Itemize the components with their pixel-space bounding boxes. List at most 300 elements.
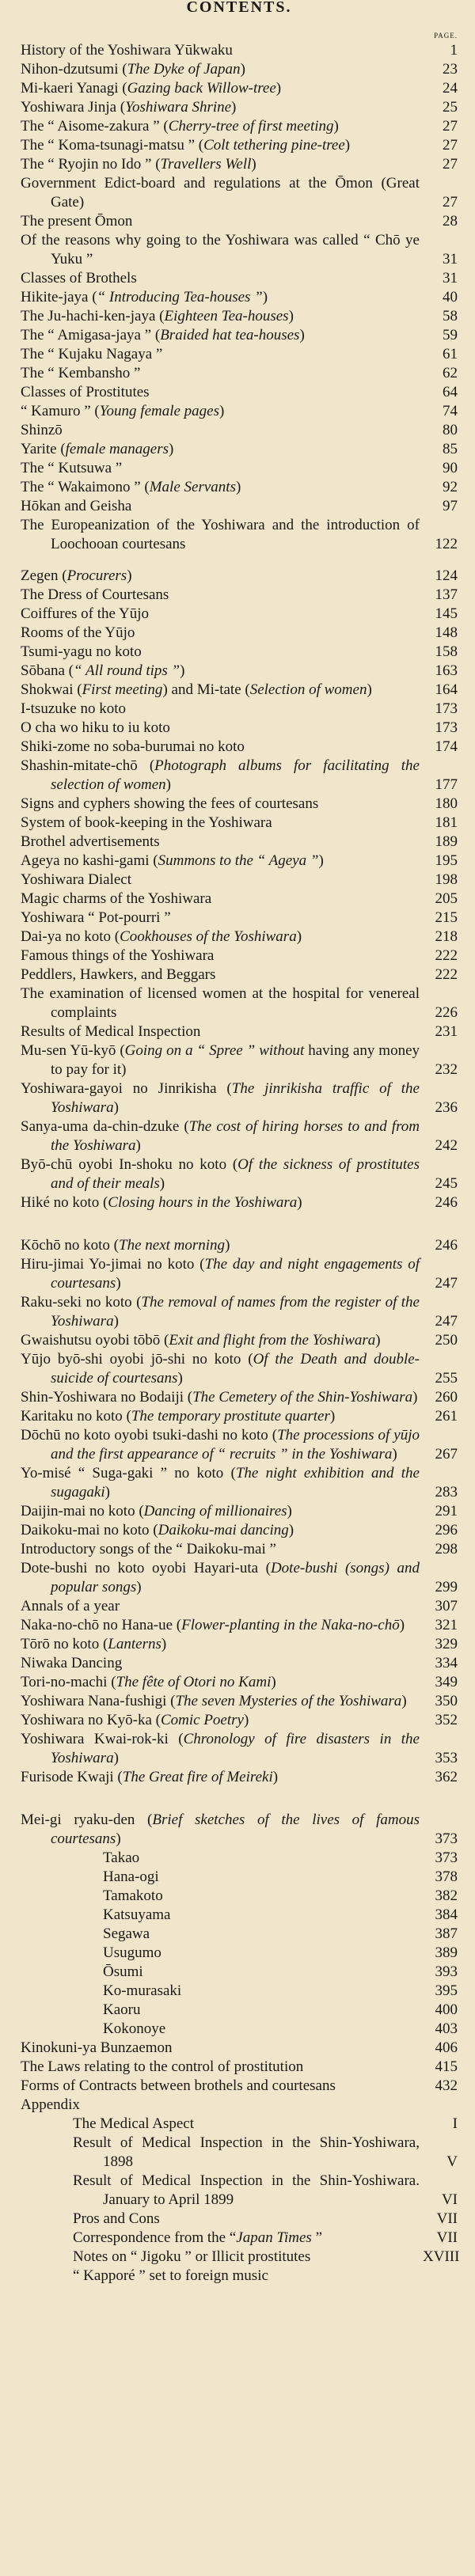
toc-entry bbox=[21, 1868, 458, 1887]
toc-entry bbox=[21, 814, 458, 833]
toc-entry-italic: Going on a “ Spree ” without bbox=[124, 1042, 305, 1059]
toc-entry bbox=[21, 2039, 458, 2058]
toc-entry bbox=[21, 1331, 458, 1350]
toc-entry-italic: Dote-bushi (songs) and popular songs bbox=[51, 1560, 420, 1595]
toc-entry-text: Notes on “ Jigoku ” or Illicit prostitutes bbox=[73, 2248, 311, 2265]
toc-entry-text: ) bbox=[262, 289, 268, 305]
toc-entry bbox=[21, 1887, 458, 1906]
toc-entry-text: Daikoku-mai no koto ( bbox=[21, 1522, 158, 1538]
toc-entry bbox=[21, 1388, 458, 1407]
toc-page-number: 59 bbox=[443, 327, 458, 343]
toc-entry-italic: Dancing of millionaires bbox=[143, 1503, 287, 1519]
toc-entry-text: Niwaka Dancing bbox=[21, 1655, 123, 1671]
toc-page-number: 27 bbox=[443, 118, 458, 135]
toc-entry bbox=[21, 624, 458, 643]
toc-entry bbox=[21, 402, 458, 421]
toc-entry-text: Tsumi-yagu no koto bbox=[21, 643, 142, 660]
toc-page-number: 173 bbox=[435, 700, 458, 717]
toc-entry-italic: The temporary prostitute quarter bbox=[131, 1408, 330, 1425]
toc-entry-italic: The day and night engagements of courtesans bbox=[51, 1256, 420, 1292]
toc-entry-italic: Yoshiwara Shrine bbox=[125, 99, 232, 116]
toc-entry-text: Correspondence from the “ bbox=[73, 2229, 237, 2246]
toc-page-number: 329 bbox=[435, 1636, 458, 1652]
toc-page-number: 321 bbox=[435, 1617, 458, 1633]
section-gap bbox=[21, 554, 458, 567]
toc-entry bbox=[21, 1521, 458, 1540]
toc-entry-text: Classes of Prostitutes bbox=[21, 384, 150, 400]
toc-entry bbox=[21, 2020, 458, 2039]
toc-entry-italic: Of the Death and double-suicide of courtesans bbox=[51, 1351, 420, 1387]
toc-entry-italic: Cookhouses of the Yoshiwara bbox=[120, 928, 297, 945]
toc-page-number: 92 bbox=[443, 479, 458, 495]
toc-page-number: 27 bbox=[443, 137, 458, 154]
toc-page-number: XVIII bbox=[423, 2248, 460, 2265]
toc-entry bbox=[21, 345, 458, 364]
toc-page-number: 62 bbox=[443, 365, 458, 381]
toc-page-number: 415 bbox=[435, 2058, 458, 2075]
toc-entry-text: Government Edict-board and regulations at the Ōmon (Great Gate) bbox=[21, 175, 420, 211]
toc-entry-text: ) bbox=[276, 80, 282, 97]
toc-entry-text: ) bbox=[165, 776, 171, 793]
toc-page-number: 283 bbox=[435, 1484, 458, 1500]
toc-page-number: 222 bbox=[435, 966, 458, 983]
toc-page-number: 395 bbox=[435, 1982, 458, 1999]
toc-entry-text: Tōrō no koto ( bbox=[21, 1636, 108, 1652]
toc-entry-text: Coiffures of the Yūjo bbox=[21, 605, 150, 622]
toc-page-number: 195 bbox=[435, 852, 458, 869]
toc-entry bbox=[21, 852, 458, 871]
toc-entry-italic: Procurers bbox=[66, 567, 127, 584]
toc-page-number: 298 bbox=[435, 1541, 458, 1557]
toc-entry bbox=[21, 1768, 458, 1787]
toc-entry-text: ) bbox=[288, 1522, 294, 1538]
toc-entry-text: The Dress of Courtesans bbox=[21, 586, 169, 603]
toc-page-number: 250 bbox=[435, 1332, 458, 1349]
toc-entry-text: The Ju-hachi-ken-jaya ( bbox=[21, 308, 165, 324]
toc-entry bbox=[21, 643, 458, 662]
toc-page-number: 218 bbox=[435, 928, 458, 945]
toc-entry-text: ) bbox=[412, 1389, 418, 1406]
toc-entry bbox=[21, 2248, 458, 2267]
toc-page-number: 181 bbox=[435, 814, 458, 831]
toc-page-number: 198 bbox=[435, 871, 458, 888]
toc-page-number: VII bbox=[436, 2210, 458, 2227]
toc-entry bbox=[21, 1925, 458, 1944]
toc-entry-text: Rooms of the Yūjo bbox=[21, 624, 135, 641]
toc-page-number: 255 bbox=[435, 1370, 458, 1387]
toc-entry-italic: Closing hours in the Yoshiwara bbox=[108, 1194, 298, 1211]
toc-entry-text: Gwaishutsu oyobi tōbō ( bbox=[21, 1332, 169, 1349]
toc-entry bbox=[21, 326, 458, 345]
toc-entry-italic: The removal of names from the register of the Yoshiwara bbox=[51, 1294, 420, 1330]
toc-entry bbox=[21, 231, 458, 269]
toc-entry-text: ) bbox=[113, 1750, 119, 1766]
toc-entry bbox=[21, 605, 458, 624]
toc-entry-text: Hiké no koto ( bbox=[21, 1194, 108, 1211]
toc-page-number: 373 bbox=[435, 1831, 458, 1847]
toc-entry-text: Segawa bbox=[103, 1925, 150, 1942]
toc-entry bbox=[21, 1022, 458, 1041]
toc-entry bbox=[21, 497, 458, 516]
toc-entry bbox=[21, 459, 458, 478]
toc-page-number: 23 bbox=[443, 61, 458, 78]
toc-entry-italic: Braided hat tea-houses bbox=[160, 327, 300, 343]
toc-entry-text: ” bbox=[311, 2229, 323, 2246]
toc-page-number: 406 bbox=[435, 2039, 458, 2056]
toc-page-number: 261 bbox=[435, 1408, 458, 1425]
toc-entry-text: ) bbox=[329, 1408, 336, 1425]
toc-entry-text: Kokonoye bbox=[103, 2020, 166, 2037]
toc-entry-text: Yoshiwara “ Pot-pourri ” bbox=[21, 909, 171, 926]
toc-entry-text: Ageya no kashi-gami ( bbox=[21, 852, 158, 869]
toc-page-number: 246 bbox=[435, 1237, 458, 1254]
toc-page-number: 31 bbox=[443, 251, 458, 267]
toc-entry bbox=[21, 966, 458, 984]
toc-entry-text: Tamakoto bbox=[103, 1887, 163, 1904]
toc-entry-text: ) bbox=[272, 1769, 279, 1785]
toc-entry bbox=[21, 947, 458, 966]
toc-entry-text: ) bbox=[161, 1636, 167, 1652]
page-column-label: PAGE. bbox=[434, 32, 458, 40]
toc-entry-text: The examination of licensed women at the hospital for venereal complaints bbox=[21, 985, 420, 1021]
toc-page-number: 242 bbox=[435, 1137, 458, 1154]
toc-entry-italic: Young female pages bbox=[99, 403, 220, 419]
toc-entry-text: ) bbox=[113, 1313, 119, 1330]
toc-page-number: 25 bbox=[443, 99, 458, 116]
toc-entry bbox=[21, 1811, 458, 1849]
toc-entry-italic: Colt tethering pine-tree bbox=[203, 137, 345, 154]
toc-entry-text: “ Kapporé ” set to foreign music bbox=[73, 2267, 268, 2284]
toc-entry-text: Hana-ogi bbox=[103, 1868, 159, 1885]
toc-entry-text: ) bbox=[271, 1674, 276, 1690]
toc-page-number: 64 bbox=[443, 384, 458, 400]
toc-entry bbox=[21, 1597, 458, 1616]
toc-page-number: 384 bbox=[435, 1906, 458, 1923]
toc-entry-italic: Selection of women bbox=[249, 681, 367, 698]
toc-page-number: 145 bbox=[435, 605, 458, 622]
toc-entry-text: ) bbox=[235, 479, 241, 495]
toc-entry-text: ) bbox=[159, 1175, 165, 1192]
toc-page-number: 400 bbox=[435, 2001, 458, 2018]
toc-entry-italic: Flower-planting in the Naka-no-chō bbox=[181, 1617, 400, 1633]
toc-entry-text: Appendix bbox=[21, 2096, 80, 2113]
toc-entry bbox=[21, 1041, 458, 1079]
toc-entry bbox=[21, 1559, 458, 1597]
toc-entry-italic: Male Servants bbox=[149, 479, 236, 495]
toc-entry bbox=[21, 79, 458, 98]
toc-entry bbox=[21, 1426, 458, 1464]
toc-entry-text: ) and Mi-tate ( bbox=[162, 681, 250, 698]
toc-entry-text: I-tsuzuke no koto bbox=[21, 700, 126, 717]
toc-entry bbox=[21, 1193, 458, 1212]
toc-entry-text: The “ Kujaku Nagaya ” bbox=[21, 346, 163, 362]
toc-entry-italic: Comic Poetry bbox=[160, 1712, 244, 1728]
toc-entry-text: Magic charms of the Yoshiwara bbox=[21, 890, 212, 907]
toc-page-number: 58 bbox=[443, 308, 458, 324]
toc-entry bbox=[21, 2229, 458, 2248]
toc-entry bbox=[21, 586, 458, 605]
toc-entry-italic: Japan Times bbox=[236, 2229, 312, 2246]
toc-entry-text: The “ Aisome-zakura ” ( bbox=[21, 118, 169, 135]
toc-page-number: 27 bbox=[443, 156, 458, 173]
toc-page-number: 260 bbox=[435, 1389, 458, 1406]
toc-entry bbox=[21, 1616, 458, 1635]
toc-entry-text: Kinokuni-ya Bunzaemon bbox=[21, 2039, 173, 2056]
toc-page-number: 40 bbox=[443, 289, 458, 305]
toc-entry-text: Katsuyama bbox=[103, 1906, 171, 1923]
toc-page-number: 393 bbox=[435, 1963, 458, 1980]
toc-entry-text: The “ Amigasa-jaya ” ( bbox=[21, 327, 161, 343]
toc-entry-text: Result of Medical Inspection in the Shin-Yoshiwara. January to April 1899 bbox=[73, 2172, 420, 2208]
toc-entry-text: O cha wo hiku to iu koto bbox=[21, 719, 170, 736]
toc-entry bbox=[21, 1255, 458, 1293]
toc-entry-text: Dote-bushi no koto oyobi Hayari-uta ( bbox=[21, 1560, 271, 1576]
toc-entry-text: Hikite-jaya ( bbox=[21, 289, 97, 305]
toc-page-number: 163 bbox=[435, 662, 458, 679]
toc-entry-italic: Exit and flight from the Yoshiwara bbox=[169, 1332, 376, 1349]
toc-entry-italic: Eighteen Tea-houses bbox=[164, 308, 289, 324]
toc-entry bbox=[21, 909, 458, 928]
toc-entry-text: ) bbox=[180, 662, 185, 679]
toc-entry-text: The “ Wakaimono ” ( bbox=[21, 479, 150, 495]
toc-page-number: 205 bbox=[435, 890, 458, 907]
page-title: CONTENTS. bbox=[186, 0, 292, 16]
toc-page-number: 349 bbox=[435, 1674, 458, 1690]
toc-entry-italic: “ All round tips ” bbox=[74, 662, 180, 679]
toc-page-number: 124 bbox=[435, 567, 458, 584]
toc-entry bbox=[21, 60, 458, 79]
toc-entry bbox=[21, 155, 458, 174]
toc-entry-text: The “ Kembansho ” bbox=[21, 365, 141, 381]
toc-page-number: 246 bbox=[435, 1194, 458, 1211]
toc-entry bbox=[21, 1711, 458, 1730]
toc-entry-italic: The jinrikisha traffic of the Yoshiwara bbox=[51, 1080, 420, 1116]
toc-entry-italic: Daikoku-mai dancing bbox=[158, 1522, 289, 1538]
toc-entry-text: Raku-seki no koto ( bbox=[21, 1294, 142, 1311]
toc-entry-text: Yūjo byō-shi oyobi jō-shi no koto ( bbox=[21, 1351, 253, 1368]
toc-entry-text: Peddlers, Hawkers, and Beggars bbox=[21, 966, 216, 983]
toc-entry-text: ) bbox=[401, 1693, 407, 1709]
toc-entry bbox=[21, 1944, 458, 1963]
toc-entry bbox=[21, 928, 458, 947]
toc-entry-text: Shin-Yoshiwara no Bodaiji ( bbox=[21, 1389, 193, 1406]
toc-entry bbox=[21, 136, 458, 155]
toc-entry-italic: Photograph albums for facilitating the selection of women bbox=[51, 757, 420, 793]
toc-entry-text: Classes of Brothels bbox=[21, 270, 137, 286]
toc-entry-text: ) bbox=[240, 61, 245, 78]
toc-entry bbox=[21, 871, 458, 890]
toc-entry-text: Sōbana ( bbox=[21, 662, 74, 679]
toc-page-number: 80 bbox=[443, 422, 458, 438]
toc-entry bbox=[21, 1236, 458, 1255]
toc-entry-text: The Medical Aspect bbox=[73, 2115, 195, 2132]
toc-page-number: 74 bbox=[443, 403, 458, 419]
toc-page-number: 232 bbox=[435, 1061, 458, 1078]
toc-page-number: 177 bbox=[435, 776, 458, 793]
toc-entry-text: ) bbox=[296, 928, 302, 945]
toc-entry bbox=[21, 662, 458, 681]
toc-entry bbox=[21, 174, 458, 212]
toc-entry-text: ) bbox=[243, 1712, 249, 1728]
toc-entry bbox=[21, 1117, 458, 1155]
toc-entry-text: ) bbox=[392, 1446, 397, 1463]
toc-entry bbox=[21, 117, 458, 136]
toc-entry-text: ) bbox=[169, 441, 174, 457]
toc-page-number: 389 bbox=[435, 1944, 458, 1961]
toc-entry bbox=[21, 890, 458, 909]
toc-entry bbox=[21, 212, 458, 231]
toc-entry bbox=[21, 288, 458, 307]
toc-entry-text: ) bbox=[367, 681, 372, 698]
toc-entry-italic: The next morning bbox=[119, 1237, 226, 1254]
toc-page-number: 28 bbox=[443, 213, 458, 230]
toc-entry-text: Signs and cyphers showing the fees of courtesans bbox=[21, 795, 319, 812]
toc-entry-text: Introductory songs of the “ Daikoku-mai ” bbox=[21, 1541, 276, 1557]
toc-page-number: VI bbox=[441, 2191, 458, 2208]
toc-entry-text: Takao bbox=[103, 1849, 140, 1866]
toc-entry bbox=[21, 984, 458, 1022]
toc-entry bbox=[21, 421, 458, 440]
toc-page-number: 353 bbox=[435, 1750, 458, 1766]
toc-entry-text: Dai-ya no koto ( bbox=[21, 928, 120, 945]
toc-entry-text: Pros and Cons bbox=[73, 2210, 160, 2227]
toc-entry-text: ) bbox=[299, 327, 305, 343]
toc-page-number: 164 bbox=[435, 681, 458, 698]
toc-entry-text: Of the reasons why going to the Yoshiwara was called “ Chō ye Yuku ” bbox=[21, 232, 420, 267]
toc-entry-text: System of book-keeping in the Yoshiwara bbox=[21, 814, 272, 831]
toc-entry-text: Mei-gi ryaku-den ( bbox=[21, 1812, 153, 1828]
toc-entry-text: The Europeanization of the Yoshiwara and the introduction of Loochooan courtesans bbox=[21, 517, 420, 552]
toc-entry-text: Shashin-mitate-chō ( bbox=[21, 757, 155, 774]
toc-entry-text: The “ Koma-tsunagi-matsu ” ( bbox=[21, 137, 204, 154]
toc-page-number: 148 bbox=[435, 624, 458, 641]
toc-page-number: 137 bbox=[435, 586, 458, 603]
toc-entry bbox=[21, 1635, 458, 1654]
toc-page-number: 90 bbox=[443, 460, 458, 476]
toc-entry-text: Daijin-mai no koto ( bbox=[21, 1503, 144, 1519]
toc-page-number: 1 bbox=[450, 42, 458, 59]
toc-entry-text: ) bbox=[231, 99, 237, 116]
toc-page-number: 307 bbox=[435, 1598, 458, 1614]
toc-entry bbox=[21, 700, 458, 719]
toc-entry-text: Results of Medical Inspection bbox=[21, 1023, 201, 1040]
toc-entry bbox=[21, 567, 458, 586]
toc-entry-text: ) bbox=[127, 567, 132, 584]
toc-page-number: 432 bbox=[435, 2077, 458, 2094]
toc-entry-italic: “ Introducing Tea-houses ” bbox=[97, 289, 263, 305]
toc-page-number: VII bbox=[436, 2229, 458, 2246]
toc-entry bbox=[21, 2134, 458, 2172]
toc-entry-italic: Chronology of fire disasters in the Yoshiwara bbox=[51, 1731, 420, 1766]
toc-entry-text: Zegen ( bbox=[21, 567, 67, 584]
toc-entry-text: Kaoru bbox=[103, 2001, 141, 2018]
toc-entry-text: Yoshiwara-gayoi no Jinrikisha ( bbox=[21, 1080, 232, 1097]
toc-entry-text: Yoshiwara Jinja ( bbox=[21, 99, 126, 116]
toc-entry-text: ) bbox=[116, 1275, 121, 1292]
toc-entry-italic: Lanterns bbox=[108, 1636, 162, 1652]
toc-entry-italic: Cherry-tree of first meeting bbox=[168, 118, 334, 135]
toc-page-number: 378 bbox=[435, 1868, 458, 1885]
toc-entry-text: Dōchū no koto oyobi tsuki-dashi no koto ( bbox=[21, 1427, 278, 1444]
toc-page-number: 27 bbox=[443, 194, 458, 211]
toc-entry-text: The Laws relating to the control of prostitution bbox=[21, 2058, 304, 2075]
toc-entry-text: ) bbox=[177, 1370, 183, 1387]
toc-entry-italic: The fête of Otori no Kami bbox=[116, 1674, 272, 1690]
section-gap bbox=[21, 1212, 458, 1236]
toc-entry-italic: Gazing back Willow-tree bbox=[127, 80, 276, 97]
toc-entry bbox=[21, 1654, 458, 1673]
toc-entry-italic: Of the sickness of prostitutes and of their meals bbox=[51, 1156, 420, 1192]
toc-page-number: 299 bbox=[435, 1579, 458, 1595]
toc-page-number: 31 bbox=[443, 270, 458, 286]
toc-entry-italic: The Great fire of Meireki bbox=[122, 1769, 273, 1785]
toc-entry-text: ) bbox=[399, 1617, 405, 1633]
toc-entry bbox=[21, 98, 458, 117]
toc-entry bbox=[21, 1982, 458, 2001]
toc-entry-text: Furisode Kwaji ( bbox=[21, 1769, 123, 1785]
toc-entry bbox=[21, 757, 458, 795]
toc-entry-italic: The processions of yūjo and the first appearance of “ recruits ” in the Yoshiwara bbox=[51, 1427, 420, 1463]
toc-entry bbox=[21, 1350, 458, 1388]
toc-entry bbox=[21, 269, 458, 288]
toc-entry-text: Famous things of the Yoshiwara bbox=[21, 947, 215, 964]
toc-entry bbox=[21, 2267, 458, 2286]
toc-entry-text: having any money to pay for it) bbox=[51, 1042, 420, 1078]
toc-entry bbox=[21, 1293, 458, 1331]
toc-entry-text: Forms of Contracts between brothels and courtesans bbox=[21, 2077, 336, 2094]
toc-page-number: 173 bbox=[435, 719, 458, 736]
toc-entry bbox=[21, 1673, 458, 1692]
toc-entry-text: Ōsumi bbox=[103, 1963, 143, 1980]
toc-page-number: 403 bbox=[435, 2020, 458, 2037]
toc-entry-text: Yoshiwara no Kyō-ka ( bbox=[21, 1712, 161, 1728]
table-of-contents bbox=[21, 41, 458, 2286]
toc-entry bbox=[21, 41, 458, 60]
toc-entry-text: Karitaku no koto ( bbox=[21, 1408, 131, 1425]
toc-entry-text: Byō-chū oyobi In-shoku no koto ( bbox=[21, 1156, 238, 1173]
toc-entry bbox=[21, 1464, 458, 1502]
toc-page-number: 174 bbox=[435, 738, 458, 755]
toc-entry-text: Sanya-uma da-chin-dzuke ( bbox=[21, 1118, 189, 1135]
toc-entry-text: ) bbox=[136, 1579, 142, 1595]
toc-entry-italic: The seven Mysteries of the Yoshiwara bbox=[175, 1693, 402, 1709]
toc-entry bbox=[21, 478, 458, 497]
toc-entry-text: ) bbox=[375, 1332, 381, 1349]
toc-entry-text: “ Kamuro ” ( bbox=[21, 403, 100, 419]
toc-entry bbox=[21, 1692, 458, 1711]
toc-page-number: 296 bbox=[435, 1522, 458, 1538]
toc-page-number: 97 bbox=[443, 498, 458, 514]
toc-page-number: 245 bbox=[435, 1175, 458, 1192]
toc-page-number: 373 bbox=[435, 1849, 458, 1866]
toc-entry bbox=[21, 2172, 458, 2210]
toc-page-number: 247 bbox=[435, 1275, 458, 1292]
toc-page-number: 189 bbox=[435, 833, 458, 850]
toc-entry-text: Yo-misé “ Suga-gaki ” no koto ( bbox=[21, 1465, 236, 1481]
toc-entry-text: ) bbox=[251, 156, 256, 173]
toc-entry-text: Hōkan and Geisha bbox=[21, 498, 132, 514]
toc-entry-text: ) bbox=[297, 1194, 302, 1211]
toc-entry-text: Shiki-zome no soba-burumai no koto bbox=[21, 738, 245, 755]
toc-entry bbox=[21, 364, 458, 383]
toc-page-number: 291 bbox=[435, 1503, 458, 1519]
toc-entry-text: Mu-sen Yū-kyō ( bbox=[21, 1042, 125, 1059]
toc-entry-italic: First meeting bbox=[82, 681, 163, 698]
toc-entry-text: ) bbox=[288, 308, 294, 324]
toc-entry-italic: The Cemetery of the Shin-Yoshiwara bbox=[192, 1389, 413, 1406]
toc-entry-italic: female managers bbox=[65, 441, 169, 457]
toc-entry-text: ) bbox=[333, 118, 339, 135]
